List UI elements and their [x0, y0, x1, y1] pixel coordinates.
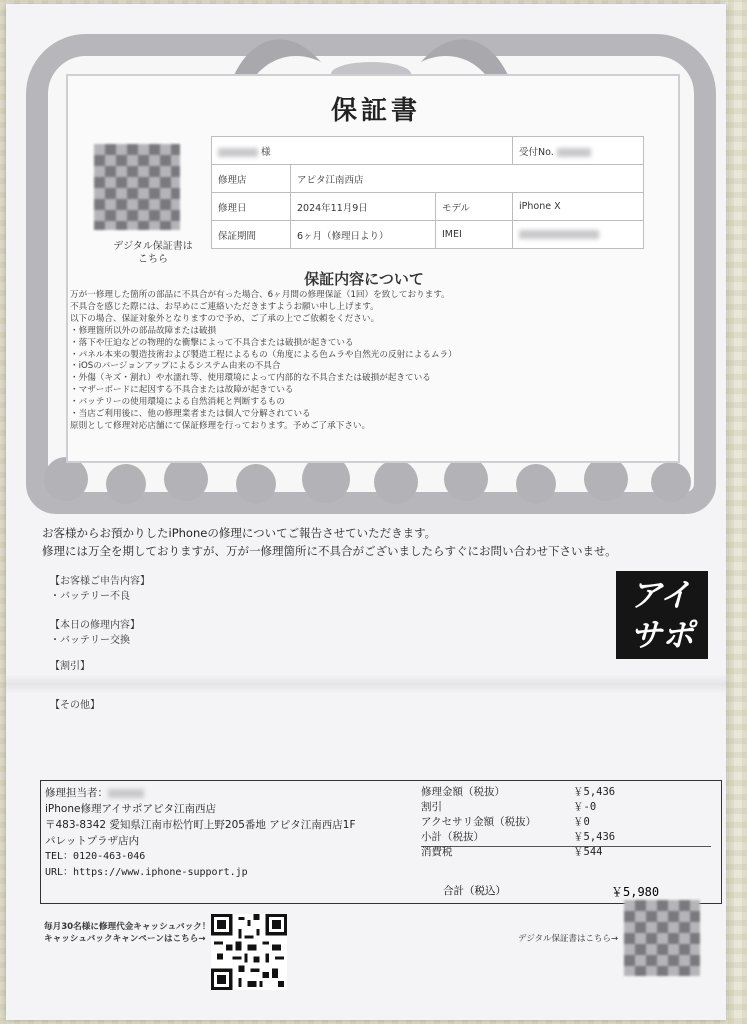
imei-value	[513, 221, 644, 249]
model-value: iPhone X	[513, 193, 644, 221]
price-breakdown	[421, 785, 711, 860]
cashback-qr-code[interactable]	[211, 914, 287, 990]
coverage-line: ・修理箇所以外の部品故障または破損	[70, 325, 217, 336]
digital-warranty-link[interactable]: デジタル保証書はこちら→	[518, 934, 619, 944]
coverage-line: ・落下や圧迫などの物理的な衝撃によって不具合または破損が起きている	[70, 337, 354, 348]
receipt-box: 修理担当者： iPhone修理アイサポアピタ江南西店 〒483-8342 愛知県江南市松竹町上野205番地 アピタ江南西店1F パレットプラザ店内 TEL：0120-463-046 URL：https://www.iphone-support.jp 修理金額（税抜） ￥5,436 割引 ￥-0 アクセサリ金額（税抜） ￥0 小計（税抜） ￥5,436 消費税 ￥544 合計（税込） ￥5,980	[40, 780, 722, 904]
certificate-info-table	[211, 136, 644, 249]
imei-label: IMEI	[436, 221, 513, 249]
other-heading: 【その他】	[50, 700, 100, 711]
coverage-line: ・iOSのバージョンアップによるシステム由来の不具合	[70, 361, 281, 372]
coverage-line: ・パネル本来の製造技術および製造工程によるもの（角度による色ムラや自然光の反射によるムラ）	[70, 349, 457, 360]
shop-label: 修理店	[212, 165, 291, 193]
repair-section: 【本日の修理内容】 ・バッテリー交換	[50, 620, 140, 646]
digital-warranty-qr-code[interactable]	[94, 144, 180, 230]
coverage-line: ・外傷（キズ・割れ）や水濡れ等、使用環境によって内部的な不具合または破損が起きている	[70, 373, 431, 384]
store-address2: パレットプラザ店内	[45, 835, 140, 847]
store-url[interactable]: URL：https://www.iphone-support.jp	[45, 867, 248, 878]
coverage-line: 以下の場合、保証対象外となりますので予め、ご了承の上でご依頼をください。	[70, 313, 380, 324]
customer-name-cell: 様	[212, 137, 513, 165]
store-address: 〒483-8342 愛知県江南市松竹町上野205番地 アピタ江南西店1F	[45, 819, 356, 831]
price-row: 小計（税抜） ￥5,436	[421, 831, 616, 843]
coverage-line: 不具合を感じた際には、お早めにご連絡いただきますようお願い申し上げます。	[70, 301, 379, 312]
digital-warranty-label: デジタル保証書は こちら	[113, 241, 193, 265]
coverage-line: ・バッテリーの使用環境による自然消耗と判断するもの	[70, 397, 285, 408]
period-label: 保証期間	[212, 221, 291, 249]
store-info: 修理担当者： iPhone修理アイサポアピタ江南西店 〒483-8342 愛知県江南市松竹町上野205番地 アピタ江南西店1F パレットプラザ店内 TEL：0120-463-046 URL：https://www.iphone-support.jp	[45, 785, 356, 881]
receipt-no-cell: 受付No.	[513, 137, 644, 165]
price-row: アクセサリ金額（税抜） ￥0	[421, 816, 590, 828]
coverage-line: ・マザーボードに起因する不具合または故障が起きている	[70, 385, 294, 396]
coverage-text	[70, 290, 630, 433]
coverage-line: 万が一修理した箇所の部品に不具合が有った場合、6ヶ月間の修理保証（1回）を致しております。	[70, 290, 450, 300]
repair-report-intro: お客様からお預かりしたiPhoneの修理についてご報告させていただきます。 修理には万全を期しておりますが、万が一修理箇所に不具合がございましたらすぐにお問い合わせ下さいませ。	[42, 526, 617, 558]
digital-warranty-qr-code-bottom[interactable]	[624, 900, 700, 976]
coverage-line: ・当店ご利用後に、他の修理業者または個人で分解されている	[70, 409, 311, 420]
paper-fold	[6, 674, 726, 694]
shop-value: アピタ江南西店	[291, 165, 644, 193]
model-label: モデル	[436, 193, 513, 221]
warranty-paper	[6, 4, 726, 1020]
coverage-line: 原則として修理対応店舗にて保証修理を行っております。予めご了承下さい。	[70, 420, 371, 431]
coverage-title: 保証内容について	[304, 270, 424, 288]
price-row: 修理金額（税抜） ￥5,436	[421, 786, 616, 798]
store-tel: TEL：0120-463-046	[45, 851, 146, 862]
price-row: 消費税 ￥544	[421, 845, 711, 860]
aisapo-logo: アイ サポ	[616, 571, 708, 659]
certificate-title: 保証書	[330, 96, 421, 126]
date-label: 修理日	[212, 193, 291, 221]
date-value: 2024年11月9日	[291, 193, 436, 221]
store-name: iPhone修理アイサポアピタ江南西店	[45, 803, 216, 815]
price-row: 割引 ￥-0	[421, 801, 597, 813]
period-value: 6ヶ月（修理日より）	[291, 221, 436, 249]
discount-heading: 【割引】	[50, 661, 90, 672]
complaint-section: 【お客様ご申告内容】 ・バッテリー不良	[50, 576, 150, 602]
cashback-promo: 毎月30名様に修理代金キャッシュバック！ キャッシュバックキャンペーンはこちら→	[44, 922, 211, 944]
